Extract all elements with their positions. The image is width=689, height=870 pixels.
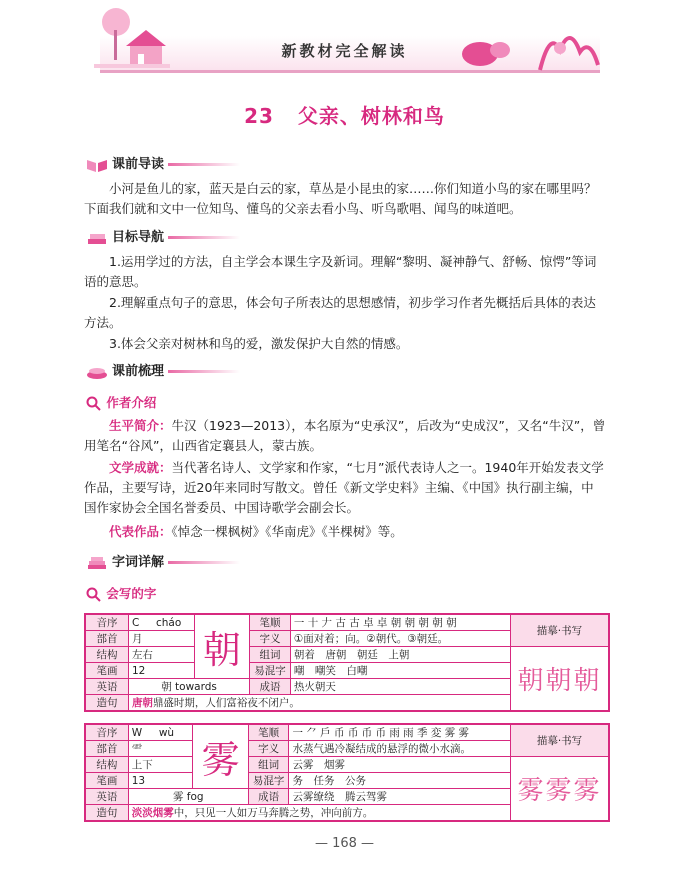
section-preview-heading: 课前导读 xyxy=(86,153,240,175)
vocab-subheading: 会写的字 xyxy=(86,584,156,603)
magnifier-icon xyxy=(86,587,102,603)
section-goals-heading: 目标导航 xyxy=(86,226,240,248)
chapter-number: 23 xyxy=(244,104,274,128)
vocab-character: 雾 xyxy=(193,725,248,789)
stack-icon xyxy=(86,364,108,380)
author-bio: 生平简介：牛汉（1923—2013），本名原为“史承汉”，后改为“史成汉”，又名“牛汉”，曾用笔名“谷风”，山西省定襄县人，蒙古族。 xyxy=(84,418,606,453)
page-number: — 168 — xyxy=(314,836,375,851)
author-heading: 作者介绍 xyxy=(86,393,156,412)
goal-item: 3.体会父亲对树林和鸟的爱，激发保护大自然的情感。 xyxy=(109,336,409,351)
stroke-order: 一 十 𠂇 古 古 卓 卓 朝 朝 朝 朝 朝 xyxy=(290,615,510,631)
books-stack-icon xyxy=(86,230,108,246)
vocab-card: 音序 C cháo 朝 笔顺 一 十 𠂇 古 古 卓 卓 朝 朝 朝 朝 朝 描摹·书写 部首 月 字义 ①面对着；向。②朝代。③朝廷。 结构 左右 组词 朝着 唐朝 朝廷 上朝 朝朝朝 笔画 12 易混字 嘲 嘲笑 白嘲 英语 朝 towards 成语 热火朝天 造句 唐朝鼎盛时期，人们富裕夜不闭户。 xyxy=(84,613,610,712)
goal-item: 2.理解重点句子的意思，体会句子所表达的思想感情，初步学习作者先概括后具体的表达方法。 xyxy=(84,295,596,330)
preview-text: 小河是鱼儿的家，蓝天是白云的家，草丛是小昆虫的家……你们知道小鸟的家在哪里吗？下面我们就和文中一位知鸟、懂鸟的父亲去看小鸟、听鸟歌唱、闻鸟的味道吧。 xyxy=(84,181,597,216)
page-header xyxy=(0,0,689,82)
magnifier-icon xyxy=(86,396,102,412)
trace-characters: 雾雾雾 xyxy=(511,757,609,821)
section-vocab-heading: 字词详解 xyxy=(86,551,240,573)
author-representative: 代表作品：《悼念一棵枫树》《华南虎》《半棵树》等。 xyxy=(109,524,403,539)
books-stack-icon xyxy=(86,555,108,571)
chapter-name: 父亲、树林和鸟 xyxy=(297,104,445,128)
section-review-heading: 课前梳理 xyxy=(86,360,240,382)
book-icon xyxy=(86,157,108,173)
house-tree-decoration-icon xyxy=(86,4,172,74)
chapter-title xyxy=(0,100,689,129)
book-title: 新教材完全解读 xyxy=(281,42,408,60)
trace-characters: 朝朝朝 xyxy=(510,647,608,711)
vocab-character: 朝 xyxy=(194,615,250,679)
stroke-order: 一 ⺈ 戶 币 币 币 币 雨 雨 季 変 雾 雾 xyxy=(289,725,511,741)
goal-item: 1.运用学过的方法，自主学会本课生字及新词。理解“黎明、凝神静气、舒畅、惊愕”等词语的意思。 xyxy=(84,254,597,289)
vocab-card: 音序 W wù 雾 笔顺 一 ⺈ 戶 币 币 币 币 雨 雨 季 変 雾 雾 描摹·书写 部首 ⻗ 字义 水蒸气遇冷凝结成的悬浮的微小水滴。 结构 上下 组词 云雾 烟雾 雾雾雾 笔画 13 易混字 务 任务 公务 英语 雾 fog 成语 云雾缭绕 腾云驾雾 造句 淡淡烟雾中，只见一人如万马奔腾之势，冲向前方。 xyxy=(84,723,610,822)
author-works: 文学成就：当代著名诗人、文学家和作家，“七月”派代表诗人之一。1940年开始发表文学作品，主要写诗，近20年来同时写散文。曾任《新文学史料》主编、《中国》执行副主编，中国作家协会全国名誉委员、中国诗歌学会副会长。 xyxy=(84,460,604,515)
